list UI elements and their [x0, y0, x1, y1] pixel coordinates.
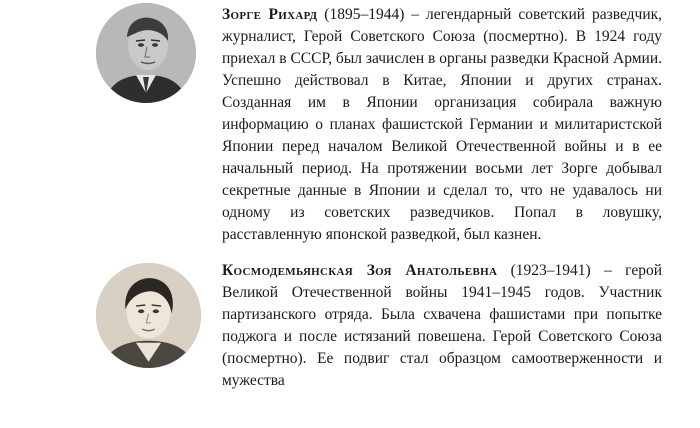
portrait-photo [96, 263, 201, 368]
portrait-figure-icon [96, 263, 201, 368]
person-name: Космодемьянская Зоя Анатольевна [222, 262, 498, 279]
biography-description: – герой Великой Отечественной войны 1941–1945 годов. Участник партизанского отряда. Была схвачена фашистами при попытке поджога и после истязаний повешена. Герой Советского Союза (посмертно). Ее подвиг стал образцом самоотверженности и мужества [222, 262, 662, 389]
portrait-figure-icon [96, 3, 196, 103]
life-dates: (1923–1941) [510, 262, 591, 279]
life-dates: (1895–1944) [324, 6, 405, 23]
portrait-photo [96, 3, 196, 103]
biography-description: – легендарный советский разведчик, журналист, Герой Советского Союза (посмертно). В 1924 году приехал в СССР, был зачислен в органы разведки Красной Армии. Успешно действовал в Китае, Японии и других странах. Созданная им в Японии организация собирала важную информацию о планах фашистской Германии и милитаристской Японии перед началом Великой Отечественной войны и в ее начальный период. На протяжении восьми лет Зорге добывал секретные данные в Японии и сделал то, что не удавалось ни одному из советских разведчиков. Попал в ловушку, расставленную японской разведкой, был казнен. [222, 6, 663, 243]
biography-text [222, 260, 662, 392]
person-name: Зорге Рихард [222, 6, 318, 23]
biography-text [222, 4, 662, 246]
biography-entry [0, 250, 700, 400]
